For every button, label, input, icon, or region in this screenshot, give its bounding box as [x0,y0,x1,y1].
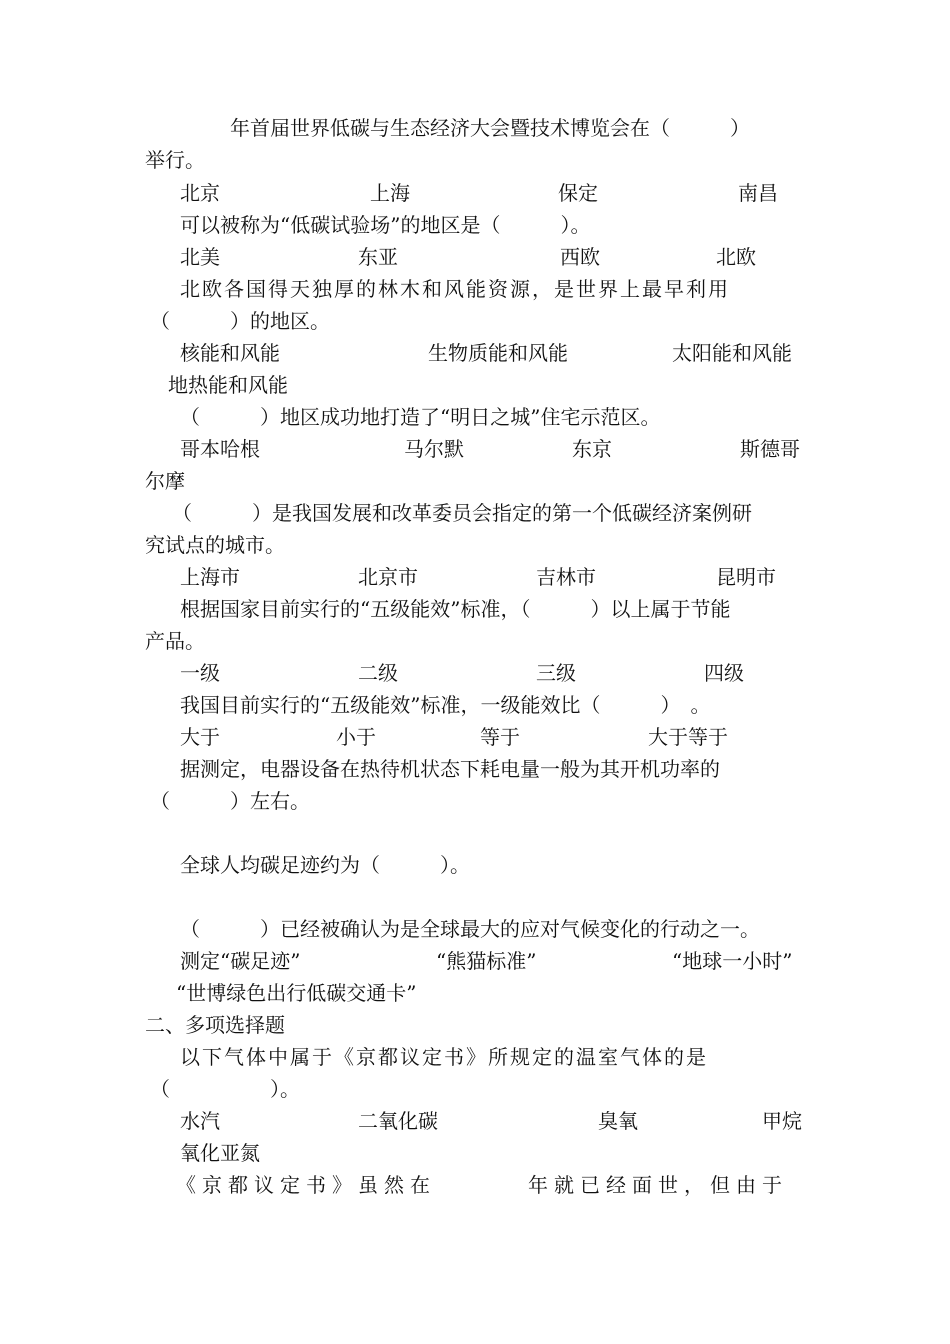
question-text: （ ）已经被确认为是全球最大的应对气候变化的行动之一。 [180,917,760,941]
question-text: （ ）。 [150,1077,300,1101]
question-text: 举行。 [145,148,205,172]
question-text: 以下气体中属于《京都议定书》所规定的温室气体的是 [180,1045,708,1069]
option-a: 核能和风能 [180,341,280,365]
option-d: 昆明市 [716,565,776,589]
option-a: 水汽 [180,1109,220,1133]
option-a: 北美 [180,245,220,269]
option-b: 生物质能和风能 [428,341,568,365]
question-text: （ ）的地区。 [150,309,330,333]
option-e: 氧化亚氮 [180,1141,260,1165]
option-c: 太阳能和风能 [672,341,792,365]
option-d: 甲烷 [762,1109,802,1133]
option-b: 二级 [358,661,398,685]
question-text: 北欧各国得天独厚的林木和风能资源，是世界上最早利用 [180,277,730,301]
question-text: 《京都议定书》虽然在 [176,1173,436,1197]
option-a: 一级 [180,661,220,685]
question-text: 究试点的城市。 [145,533,285,557]
option-a: 测定“碳足迹” [180,949,301,973]
option-b: “熊猫标准” [436,949,537,973]
question-text: （ ）是我国发展和改革委员会指定的第一个低碳经济案例研 [172,501,752,525]
option-c: 臭氧 [598,1109,638,1133]
question-text: 根据国家目前实行的“五级能效”标准，（ ）以上属于节能 [180,597,731,621]
question-text: 全球人均碳足迹约为（ ）。 [180,853,470,877]
option-b: 北京市 [358,565,418,589]
option-c: “地球一小时” [672,949,793,973]
option-b: 上海 [370,181,410,205]
option-d: 大于等于 [648,725,728,749]
question-text: 我国目前实行的“五级能效”标准，一级能效比（ ） 。 [180,693,711,717]
question-text: 据测定，电器设备在热待机状态下耗电量一般为其开机功率的 [180,757,720,781]
option-d-continued: 尔摩 [145,469,185,493]
option-a: 上海市 [180,565,240,589]
option-b: 二氧化碳 [358,1109,438,1133]
option-c: 三级 [536,661,576,685]
option-b: 小于 [336,725,376,749]
option-a: 北京 [180,181,220,205]
question-text: 年就已经面世，但由于 [528,1173,788,1197]
option-c: 西欧 [560,245,600,269]
option-b: 马尔默 [404,437,464,461]
option-d: 南昌 [738,181,778,205]
option-d: “世博绿色出行低碳交通卡” [176,981,417,1005]
option-c: 保定 [558,181,598,205]
option-d: 地热能和风能 [168,373,288,397]
option-d: 斯德哥 [740,437,800,461]
option-c: 吉林市 [536,565,596,589]
question-text: 产品。 [145,629,205,653]
option-a: 哥本哈根 [180,437,260,461]
option-d: 四级 [704,661,744,685]
option-c: 等于 [480,725,520,749]
question-text: （ ）地区成功地打造了“明日之城”住宅示范区。 [180,405,661,429]
question-text: 可以被称为“低碳试验场”的地区是（ ）。 [180,213,591,237]
option-b: 东亚 [358,245,398,269]
option-a: 大于 [180,725,220,749]
section-heading: 二、多项选择题 [145,1013,285,1037]
question-text: 年首届世界低碳与生态经济大会暨技术博览会在（ ） [230,116,750,140]
option-c: 东京 [572,437,612,461]
option-d: 北欧 [716,245,756,269]
question-text: （ ）左右。 [150,789,310,813]
